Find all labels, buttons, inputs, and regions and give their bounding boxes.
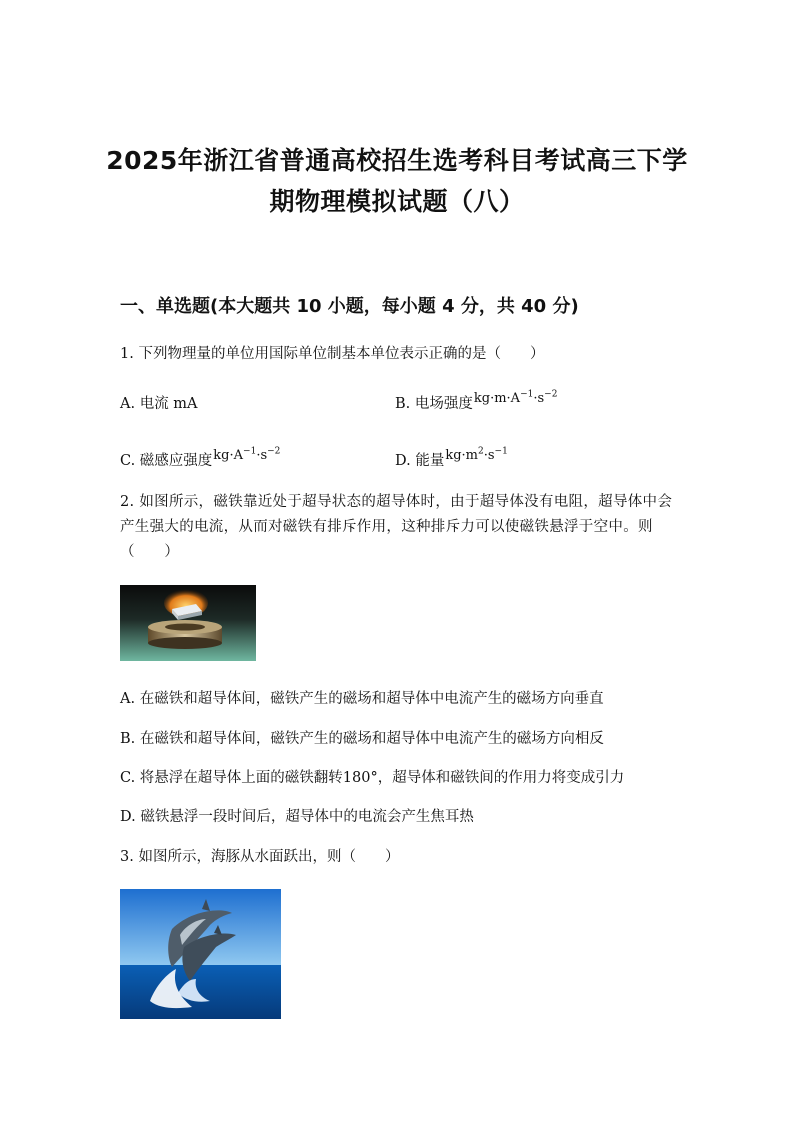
question-1-option-c [120,446,281,470]
option-d-label: D. 能量 [395,453,445,469]
option-b-unit: $kg\cdot m\cdot A^{-1}\cdot s^{-2}$ [473,389,558,406]
option-d-unit: $kg\cdot m^2\cdot s^{-1}$ [445,446,508,463]
question-1-option-d [395,446,508,470]
section-heading: 一、单选题(本大题共 10 小题，每小题 4 分，共 40 分) [120,296,579,317]
question-1-option-b [395,389,558,413]
question-3-stem: 3. 如图所示，海豚从水面跃出，则（ ） [120,849,400,865]
option-b-label: B. 电场强度 [395,396,473,412]
option-c-label: C. 磁感应强度 [120,453,213,469]
question-2-option-d: D. 磁铁悬浮一段时间后，超导体中的电流会产生焦耳热 [120,809,474,825]
question-2-option-a: A. 在磁铁和超导体间，磁铁产生的磁场和超导体中电流产生的磁场方向垂直 [120,691,604,707]
document-title-line-1: 2025年浙江省普通高校招生选考科目考试高三下学 [106,146,688,175]
option-c-unit: $kg\cdot A^{-1}\cdot s^{-2}$ [213,446,281,463]
question-2-option-c: C. 将悬浮在超导体上面的磁铁翻转180°，超导体和磁铁间的作用力将变成引力 [120,770,625,786]
question-1-option-a: A. 电流 mA [120,396,198,412]
superconductor-levitation-image [120,585,256,661]
question-1-stem: 1. 下列物理量的单位用国际单位制基本单位表示正确的是（ ） [120,346,545,362]
document-title-line-2: 期物理模拟试题（八） [269,187,525,216]
dolphins-jumping-image [120,889,281,1019]
question-2-option-b: B. 在磁铁和超导体间，磁铁产生的磁场和超导体中电流产生的磁场方向相反 [120,731,604,747]
question-2-stem: 2. 如图所示，磁铁靠近处于超导状态的超导体时，由于超导体没有电阻，超导体中会产生强大的电流，从而对磁铁有排斥作用，这种排斥力可以使磁铁悬浮于空中。则（ ） [120,494,673,560]
